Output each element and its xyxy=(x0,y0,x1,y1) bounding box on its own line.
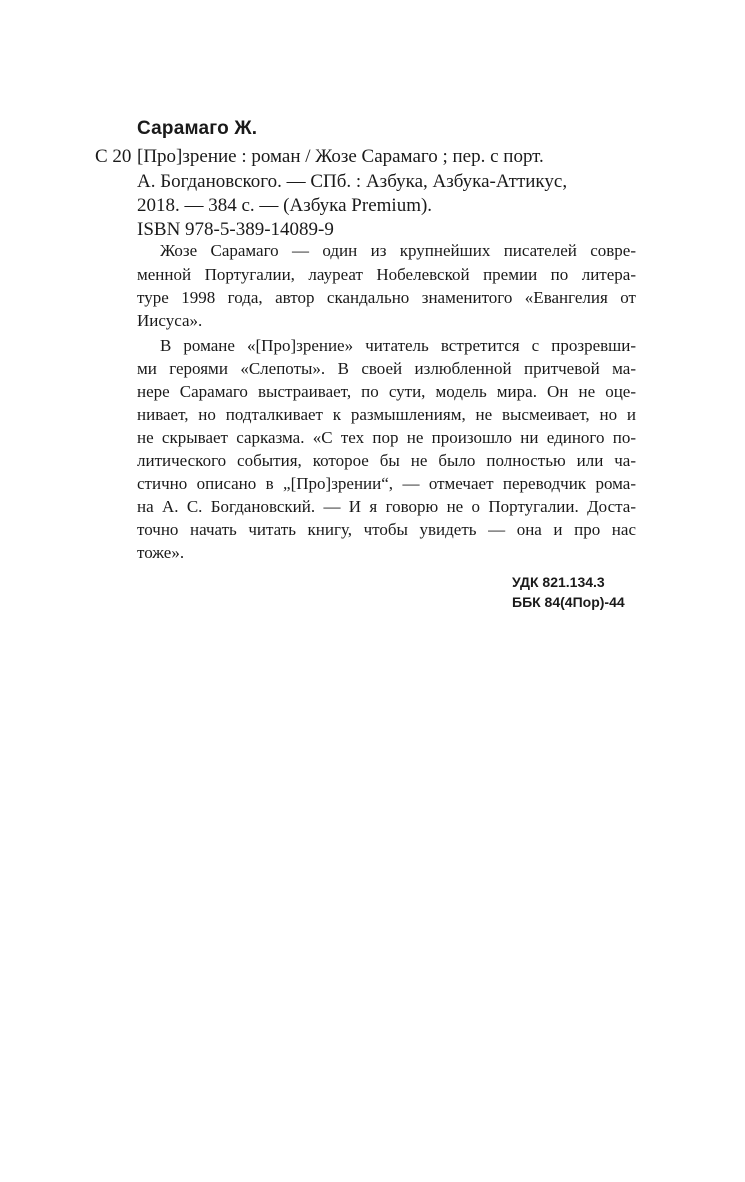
annotation-p2-line: нивает, но подталкивает к размышлениям, не высмеивает, но и xyxy=(137,405,636,424)
bib-line-title: [Про]зрение : роман / Жозе Сарамаго ; пер. с порт. xyxy=(137,146,544,167)
annotation-p2-line: не скрывает сарказма. «С тех пор не произошло ни единого по- xyxy=(137,428,636,447)
annotation-p2-line: стично описано в „[Про]зрении“, — отмечает переводчик рома- xyxy=(137,474,636,493)
annotation-p1-line: туре 1998 года, автор скандально знаменитого «Евангелия от xyxy=(137,288,636,307)
author-heading: Сарамаго Ж. xyxy=(137,118,258,139)
bib-line-series: 2018. — 384 с. — (Азбука Premium). xyxy=(137,195,433,216)
udk-index: УДК 821.134.3 xyxy=(512,574,605,590)
annotation-p2-line: точно начать читать книгу, чтобы увидеть — она и про нас xyxy=(137,520,636,539)
bbk-index: ББК 84(4Пор)-44 xyxy=(512,594,625,610)
isbn-line: ISBN 978-5-389-14089-9 xyxy=(137,219,334,240)
bib-line-translator: А. Богдановского. — СПб. : Азбука, Азбука-Аттикус, xyxy=(137,171,568,192)
annotation-p1-line: Иисуса». xyxy=(137,311,203,330)
annotation-p2-line: тоже». xyxy=(137,543,185,562)
classification-code: С 20 xyxy=(95,146,132,167)
annotation-p1-line: Жозе Сарамаго — один из крупнейших писателей совре- xyxy=(160,241,636,260)
annotation-p1-line: менной Португалии, лауреат Нобелевской премии по литера- xyxy=(137,265,636,284)
annotation-p2-line: нере Сарамаго выстраивает, по сути, модель мира. Он не оце- xyxy=(137,382,636,401)
annotation-p2-line: литического события, которое бы не было полностью или ча- xyxy=(137,451,636,470)
annotation-p2-line: ми героями «Слепоты». В своей излюбленной притчевой ма- xyxy=(137,359,636,378)
annotation-p2-line: В романе «[Про]зрение» читатель встретится с прозревши- xyxy=(160,336,636,355)
annotation-p2-line: на А. С. Богдановский. — И я говорю не о Португалии. Доста- xyxy=(137,497,636,516)
